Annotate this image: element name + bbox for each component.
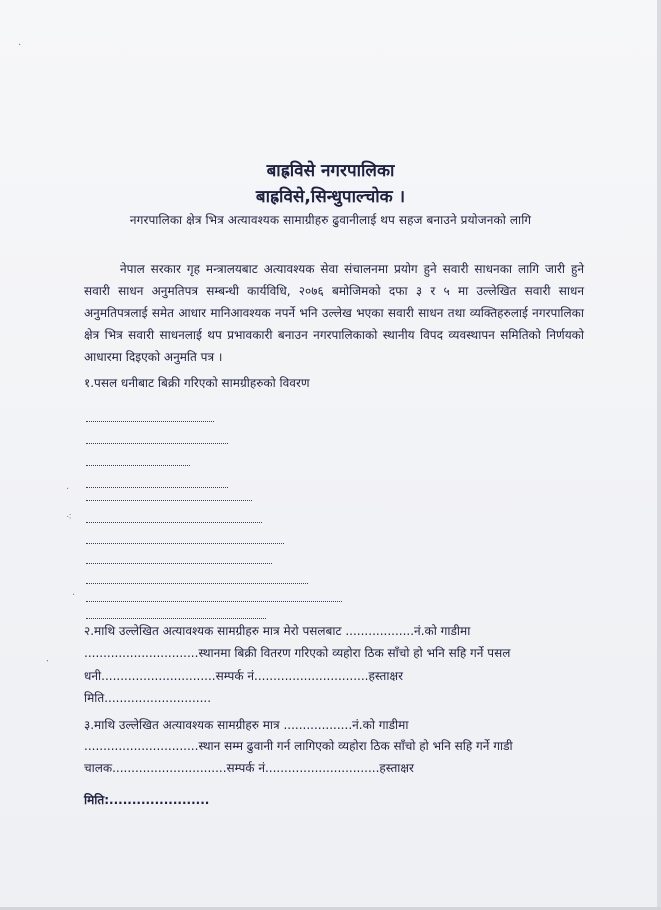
- page-edge-right: [657, 0, 661, 910]
- section3-line3: [84, 759, 414, 776]
- section1-heading: १.पसल धनीबाट बिक्री गरिएको सामग्रीहरुको विवरण: [84, 376, 310, 390]
- scan-speck: ·: [18, 40, 22, 51]
- section2-line2-text: स्थानमा बिक्री वितरण गरिएको व्यहोरा ठिक साँचो हो भनि सहि गर्ने पसल: [198, 646, 511, 660]
- section3-line1-text: ३.माथि उल्लेखित अत्यावश्यक सामग्रीहरु मात्र ..................: [84, 718, 353, 732]
- section2-line1: [84, 622, 470, 639]
- section3-vehicle-label: नं.को गाडीमा: [352, 718, 409, 732]
- section2-owner-blank[interactable]: ..............................: [101, 669, 216, 683]
- section3-driver-blank[interactable]: ..............................: [112, 761, 227, 775]
- document-purpose: नगरपालिका क्षेत्र भित्र अत्यावश्यक सामाग्रीहरु ढुवानीलाई थप सहज बनाउने प्रयोजनको लागि: [129, 213, 532, 227]
- blank-line-6[interactable]: [86, 512, 262, 523]
- section2-signature-label: हस्ताक्षर: [368, 669, 403, 683]
- section3-place-blank[interactable]: ..............................: [84, 739, 199, 753]
- section3-line2: [84, 737, 513, 754]
- section2-place-blank[interactable]: ..............................: [84, 646, 199, 660]
- municipality-address: बाह्रविसे,सिन्धुपाल्चोक ।: [255, 187, 406, 207]
- blank-line-5[interactable]: [86, 490, 252, 501]
- scan-speck: ⁖: [66, 512, 72, 523]
- blank-line-11[interactable]: [86, 608, 266, 619]
- section3-line1: [84, 716, 408, 733]
- blank-line-1[interactable]: [86, 411, 214, 422]
- blank-line-9[interactable]: [86, 573, 308, 584]
- municipality-title: बाह्रविसे नगरपालिका: [266, 161, 395, 181]
- section2-line2: [84, 644, 510, 661]
- section2-line3: [84, 667, 403, 684]
- scan-speck: ˑ: [46, 657, 50, 668]
- section3-date[interactable]: मिति:......................: [84, 793, 210, 807]
- blank-line-4[interactable]: [86, 477, 228, 488]
- section3-line2-text: स्थान सम्म ढुवानी गर्न लागिएको व्यहोरा ठिक साँचो हो भनि सहि गर्ने गाडी: [198, 739, 513, 753]
- section3-signature-label: हस्ताक्षर: [379, 761, 414, 775]
- section3-driver-label: चालक: [84, 761, 113, 775]
- section2-date[interactable]: मिति............................: [84, 691, 212, 705]
- blank-line-2[interactable]: [86, 433, 228, 444]
- section2-line1-text: २.माथि उल्लेखित अत्यावश्यक सामग्रीहरु मात्र मेरो पसलबाट ..................: [84, 624, 415, 638]
- blank-line-7[interactable]: [86, 533, 284, 544]
- section3-contact-blank[interactable]: ..............................: [264, 761, 380, 775]
- section3-contact-label: सम्पर्क नं: [226, 761, 265, 775]
- permit-paragraph: नेपाल सरकार गृह मन्त्रालयबाट अत्यावश्यक सेवा संचालनमा प्रयोग हुने सवारी साधनका लागि जारी हुने सवारी साधन अनुमतिपत्र सम्बन्धी कार्यविधि, २०७६ बमोजिमको दफा ३ र ५ मा उल्लेखित सवारी साधन अनुमतिपत्रलाई समेत आधार मानिआवश्यक नपर्ने भनि उल्लेख भएका सवारी साधन तथा व्यक्तिहरुलाई नगरपालिका क्षेत्र भित्र सवारी साधनलाई थप प्रभावकारी बनाउन नगरपालिकाको स्थानीय विपद व्यवस्थापन समितिको निर्णयको आधारमा दिइएको अनुमति पत्र ।: [84, 262, 584, 364]
- scan-speck: ·: [72, 590, 76, 601]
- section2-contact-blank[interactable]: ..............................: [254, 669, 369, 683]
- blank-line-10[interactable]: [86, 591, 342, 602]
- section2-owner-label: धनी: [84, 669, 102, 683]
- blank-line-3[interactable]: [86, 455, 190, 466]
- scan-speck: ·: [66, 484, 70, 495]
- blank-line-8[interactable]: [86, 553, 272, 564]
- section2-vehicle-label: नं.को गाडीमा: [414, 624, 471, 638]
- section2-contact-label: सम्पर्क नं: [215, 669, 255, 683]
